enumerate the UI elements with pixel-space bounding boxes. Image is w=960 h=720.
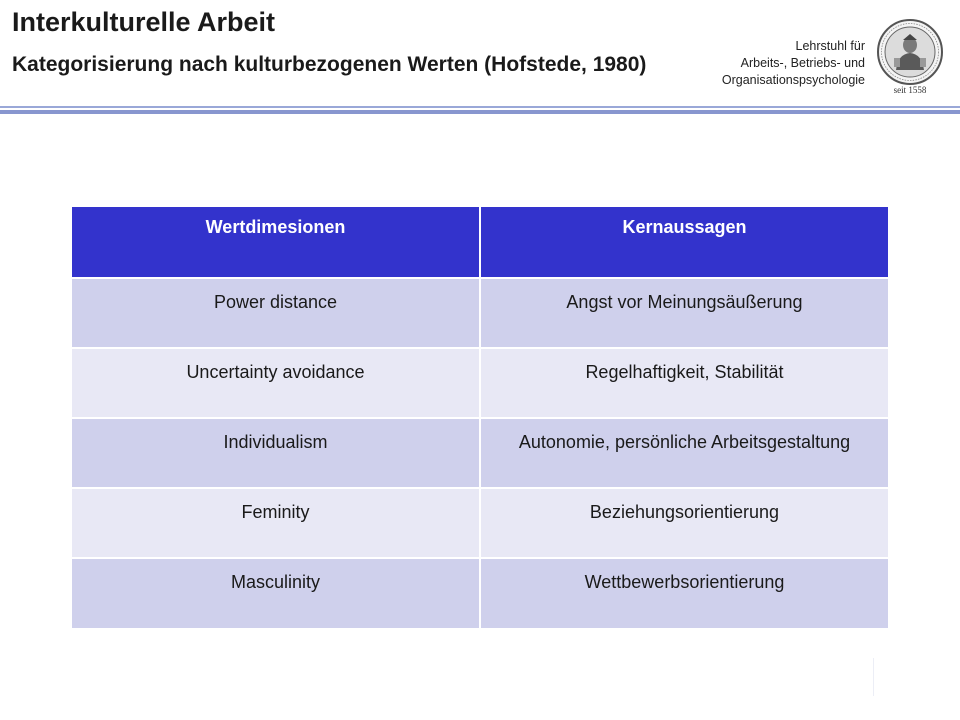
decorative-line <box>873 658 874 696</box>
chair-line-3: Organisationspsychologie <box>721 73 865 87</box>
cell-statement: Beziehungsorientierung <box>480 488 888 558</box>
cell-statement: Autonomie, persönliche Arbeitsgestaltung <box>480 418 888 488</box>
table-row <box>72 488 888 558</box>
slide-title: Interkulturelle Arbeit <box>12 7 276 37</box>
cell-dimension: Uncertainty avoidance <box>72 348 480 418</box>
cell-dimension: Masculinity <box>72 558 480 628</box>
seal-caption: seit 1558 <box>893 85 927 95</box>
header-wertdimensionen: Wertdimesionen <box>72 207 480 278</box>
chair-line-2: Arbeits-, Betriebs- und <box>740 56 865 70</box>
chair-line-1: Lehrstuhl für <box>795 39 865 53</box>
cell-dimension: Feminity <box>72 488 480 558</box>
cell-dimension: Power distance <box>72 278 480 348</box>
header-divider-thick <box>0 110 960 114</box>
university-seal-icon <box>876 18 944 86</box>
cell-statement: Angst vor Meinungsäußerung <box>480 278 888 348</box>
table-row <box>72 418 888 488</box>
cell-dimension: Individualism <box>72 418 480 488</box>
cell-statement: Wettbewerbsorientierung <box>480 558 888 628</box>
chair-name <box>720 38 865 89</box>
table-row <box>72 348 888 418</box>
table-header-row <box>72 207 888 278</box>
table-row <box>72 278 888 348</box>
slide-subtitle: Kategorisierung nach kulturbezogenen Werten (Hofstede, 1980) <box>12 53 647 76</box>
table-row <box>72 558 888 628</box>
cell-statement: Regelhaftigkeit, Stabilität <box>480 348 888 418</box>
header-divider-thin <box>0 106 960 108</box>
hofstede-table <box>72 207 888 628</box>
header-kernaussagen: Kernaussagen <box>480 207 888 278</box>
